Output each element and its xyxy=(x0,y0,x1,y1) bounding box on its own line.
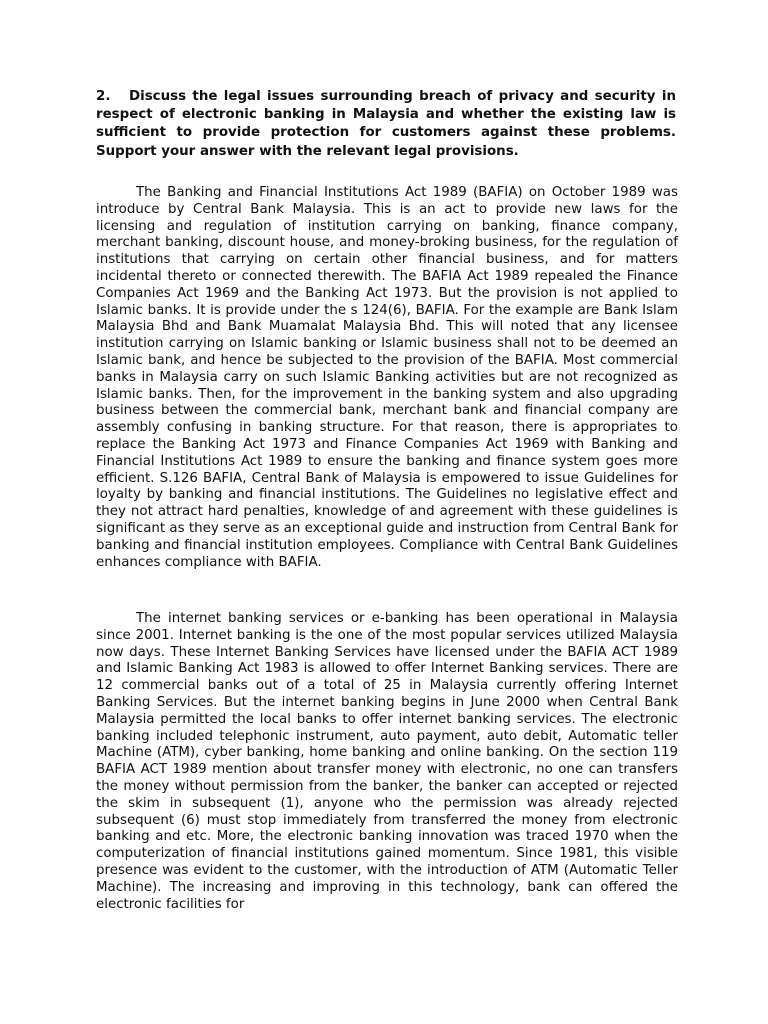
question-text: Discuss the legal issues surrounding breach of privacy and security in respect of electronic banking in Malaysia and whether the existing law is sufficient to provide protection for customers against these problems. Support your answer with the relevant legal provisions. xyxy=(96,89,676,159)
question-heading xyxy=(96,88,676,161)
body-paragraph-1: The Banking and Financial Institutions Act 1989 (BAFIA) on October 1989 was introduce by Central Bank Malaysia. This is an act to provide new laws for the licensing and regulation of institution carrying on banking, finance company, merchant banking, discount house, and money-broking business, for the regulation of institutions that carrying on certain other financial business, and for matters incidental thereto or connected therewith. The BAFIA Act 1989 repealed the Finance Companies Act 1969 and the Banking Act 1973. But the provision is not applied to Islamic banks. It is provide under the s 124(6), BAFIA. For the example are Bank Islam Malaysia Bhd and Bank Muamalat Malaysia Bhd. This will noted that any licensee institution carrying on Islamic banking or Islamic business shall not to be deemed an Islamic bank, and hence be subjected to the provision of the BAFIA. Most commercial banks in Malaysia carry on such Islamic Banking activities but are not recognized as Islamic banks. Then, for the improvement in the banking system and also upgrading business between the commercial bank, merchant bank and financial company are assembly confusing in banking structure. For that reason, there is appropriates to replace the Banking Act 1973 and Finance Companies Act 1969 with Banking and Financial Institutions Act 1989 to ensure the banking and finance system goes more efficient. S.126 BAFIA, Central Bank of Malaysia is empowered to issue Guidelines for loyalty by banking and financial institutions. The Guidelines no legislative effect and they not attract hard penalties, knowledge of and agreement with these guidelines is significant as they serve as an exceptional guide and instruction from Central Bank for banking and financial institution employees. Compliance with Central Bank Guidelines enhances compliance with BAFIA. xyxy=(96,185,678,570)
question-number: 2. xyxy=(96,89,111,104)
body-paragraph-2: The internet banking services or e-banking has been operational in Malaysia since 2001. Internet banking is the one of the most popular services utilized Malaysia now days. These Internet Banking Services have licensed under the BAFIA ACT 1989 and Islamic Banking Act 1983 is allowed to offer Internet Banking services. There are 12 commercial banks out of a total of 25 in Malaysia currently offering Internet Banking Services. But the internet banking begins in June 2000 when Central Bank Malaysia permitted the local banks to offer internet banking services. The electronic banking included telephonic instrument, auto payment, auto debit, Automatic teller Machine (ATM), cyber banking, home banking and online banking. On the section 119 BAFIA ACT 1989 mention about transfer money with electronic, no one can transfers the money without permission from the banker, the banker can accepted or rejected the skim in subsequent (1), anyone who the permission was already rejected subsequent (6) must stop immediately from transferred the money from electronic banking and etc. More, the electronic banking innovation was traced 1970 when the computerization of financial institutions gained momentum. Since 1981, this visible presence was evident to the customer, with the introduction of ATM (Automatic Teller Machine). The increasing and improving in this technology, bank can offered the electronic facilities for xyxy=(96,611,678,912)
